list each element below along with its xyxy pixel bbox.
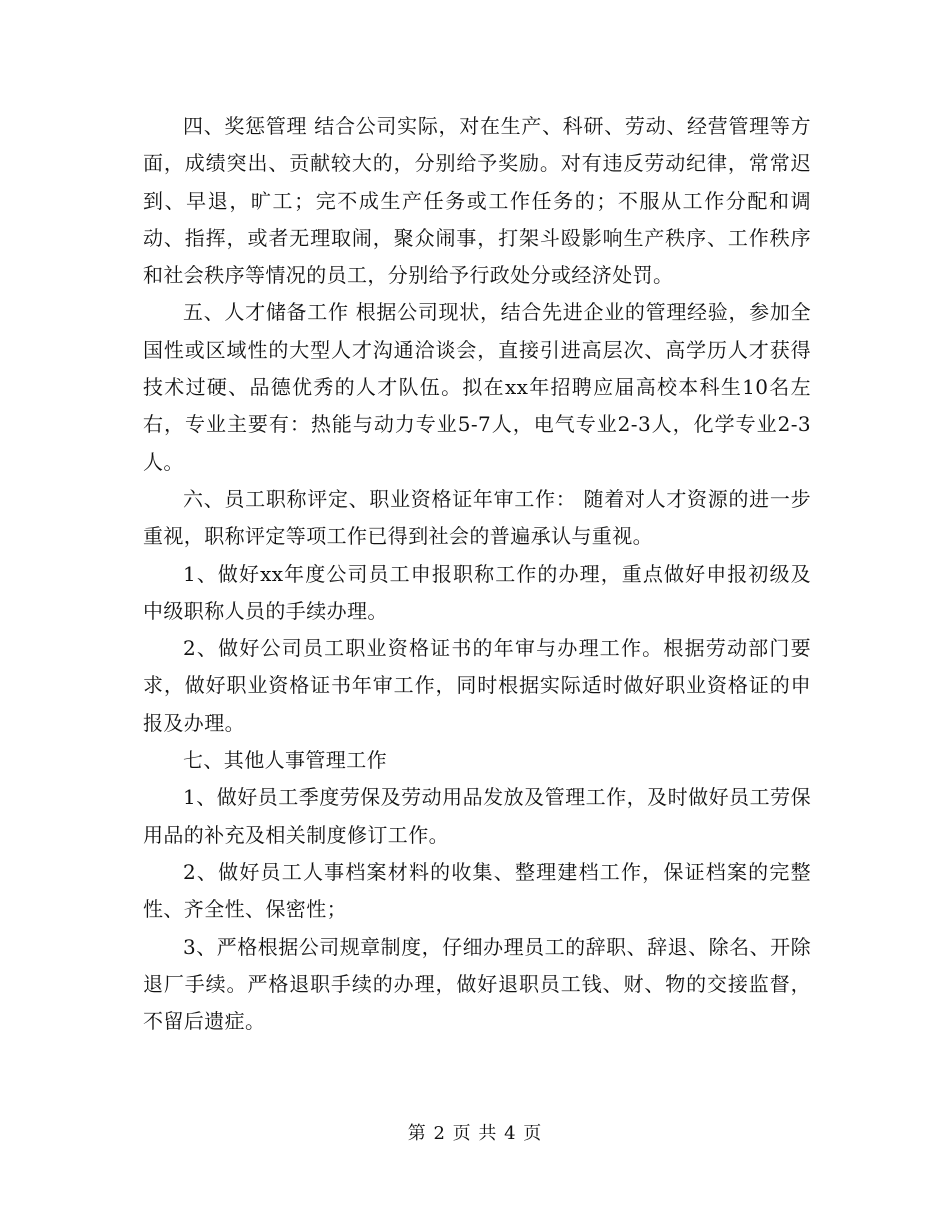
paragraph-other-item-1: 1、做好员工季度劳保及劳动用品发放及管理工作，及时做好员工劳保用品的补充及相关制度修订工作。 xyxy=(143,785,811,847)
paragraph-rewards-penalties: 四、奖惩管理 结合公司实际，对在生产、科研、劳动、经营管理等方面，成绩突出、贡献较大的，分别给予奖励。对有违反劳动纪律，常常迟到、早退，旷工；完不成生产任务或工作任务的；不服从工作分配和调动、指挥，或者无理取闹，聚众闹事，打架斗殴影响生产秩序、工作秩序和社会秩序等情况的员工，分别给予行政处分或经济处罚。 xyxy=(143,114,811,288)
paragraph-other-item-2: 2、做好员工人事档案材料的收集、整理建档工作，保证档案的完整性、齐全性、保密性； xyxy=(143,859,811,922)
page-footer xyxy=(0,1122,950,1146)
paragraph-other-hr-heading: 七、其他人事管理工作 xyxy=(183,748,387,773)
paragraph-title-item-1: 1、做好xx年度公司员工申报职称工作的办理，重点做好申报初级及中级职称人员的手续办理。 xyxy=(143,561,811,623)
paragraph-talent-reserve: 五、人才储备工作 根据公司现状，结合先进企业的管理经验，参加全国性或区域性的大型人才沟通洽谈会，直接引进高层次、高学历人才获得技术过硬、品德优秀的人才队伍。拟在xx年招聘应届高校本科生10名左右，专业主要有：热能与动力专业5-7人，电气专业2-3人，化学专业2-3人。 xyxy=(143,300,811,474)
paragraph-title-evaluation: 六、员工职称评定、职业资格证年审工作： 随着对人才资源的进一步重视，职称评定等项工作已得到社会的普遍承认与重视。 xyxy=(143,486,811,549)
page-number: 第 2 页 共 4 页 xyxy=(407,1123,543,1144)
paragraph-title-item-2: 2、做好公司员工职业资格证书的年审与办理工作。根据劳动部门要求，做好职业资格证书年审工作，同时根据实际适时做好职业资格证的申报及办理。 xyxy=(143,636,811,735)
document-body xyxy=(143,108,811,1040)
paragraph-other-item-3: 3、严格根据公司规章制度，仔细办理员工的辞职、辞退、除名、开除退厂手续。严格退职手续的办理，做好退职员工钱、财、物的交接监督，不留后遗症。 xyxy=(143,934,811,1034)
